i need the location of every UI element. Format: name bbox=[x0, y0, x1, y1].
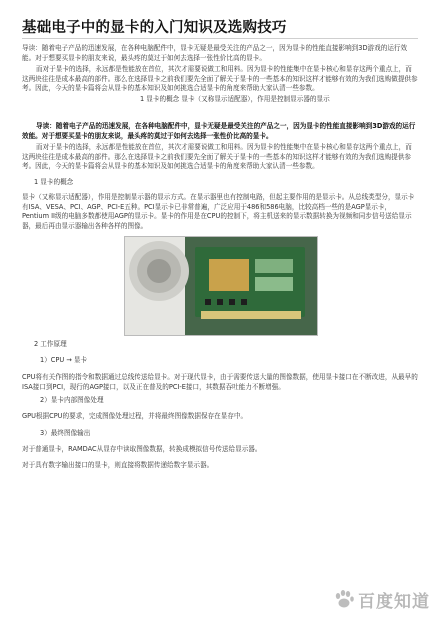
baidu-paw-icon bbox=[334, 590, 354, 608]
paragraph-internal-processing: GPU根据CPU的要求，完成图像处理过程，并将最终图像数据保存在显存中。 bbox=[22, 412, 248, 420]
paragraph-cpu-to-gpu: CPU将有关作图的指令和数据通过总线传送给显卡。对于现代显卡，由于需要传送大量的图像数据，使用显卡接口在不断改进，从最早的ISA接口到PCI，现行的AGP接口，以及正在普及的PCI-E接口，其数据吞吐能力不断增强。 bbox=[22, 373, 418, 391]
paragraph-1-tail: 1 显卡的概念 显卡（又称显示适配器），作用是控制显示器的显示 bbox=[140, 95, 330, 103]
heading-internal-processing: 2）显卡内部图像处理 bbox=[40, 396, 104, 404]
title-divider bbox=[22, 38, 418, 39]
paragraph-2: 而对于显卡的选择，永远都是性能放在首位，其次才需要说做工和用料。因为显卡的性能集中在显卡核心和显存这两个重点上，而这两块往往是成本最高的部件。那么在选择显卡之前我们要先全面了解关于显卡的一些基本的知识这样才能够有效的为我们选购提供参考。因此，今天的显卡篇将会从显卡的基本知识及如何挑选合适显卡的角度来帮助大家认清一些参数。 bbox=[22, 143, 412, 171]
intro-bold-paragraph: 导读：随着电子产品的迅速发展，在各种电脑配件中，显卡无疑是最受关注的产品之一，因为显卡的性能直接影响到3D游戏的运行效能。对于想要买显卡的朋友来说，最头疼的莫过于如何去选择一张性价比高的显卡。 bbox=[22, 122, 416, 140]
heading-cpu-to-gpu: 1）CPU → 显卡 bbox=[40, 356, 88, 364]
intro-paragraph: 导读：随着电子产品的迅速发展，在各种电脑配件中，显卡无疑是最受关注的产品之一，因为显卡的性能直接影响到3D游戏的运行效能。对于想要买显卡的朋友来说，最头疼的莫过于如何去选择一张性价比高的显卡。 bbox=[22, 44, 408, 62]
heading-concept: 1 显卡的概念 bbox=[34, 178, 74, 186]
heading-final-output: 3）最终图像输出 bbox=[40, 429, 91, 437]
graphics-card-photo bbox=[124, 236, 318, 336]
paragraph-concept: 显卡（又称显示适配器），作用是控制显示器的显示方式。在显示器里也有控制电路，但起主要作用的是显示卡。从总线类型分，显示卡有ISA、VESA、PCI、AGP、PCI-E五种。PCI显示卡已非常普遍，广泛应用于486和586电脑，比较高档一些的是AGP显示卡，Pentium II级的电脑多数都使用AGP的显示卡。显卡的作用是在CPU的控制下，将主机送来的显示数据转换为视频和同步信号送给显示器，最后再由显示器输出各种各样的图像。 bbox=[22, 193, 415, 230]
paragraph-1: 而对于显卡的选择，永远都是性能放在首位，其次才需要说做工和用料。因为显卡的性能集中在显卡核心和显存这两个重点上，而这两块往往是成本最高的部件。那么在选择显卡之前我们要先全面了解关于显卡的一些基本的知识这样才能够有效的为我们选购做提供参考。因此，今天的显卡篇将会从显卡的基本知识及如何挑选合适显卡的角度来帮助大家认清一些参数。 bbox=[22, 65, 418, 93]
paragraph-digital-output: 对于具有数字输出接口的显卡，则直接将数据传递给数字显示器。 bbox=[22, 461, 214, 469]
document-title: 基础电子中的显卡的入门知识及选购技巧 bbox=[22, 20, 287, 36]
heading-working-principle: 2 工作原理 bbox=[34, 340, 67, 348]
watermark-text: 百度知道 bbox=[358, 592, 430, 612]
graphics-card-image bbox=[125, 237, 317, 335]
paragraph-analog-output: 对于普通显卡，RAMDAC从显存中读取图像数据，转换成模拟信号传送给显示器。 bbox=[22, 445, 262, 453]
